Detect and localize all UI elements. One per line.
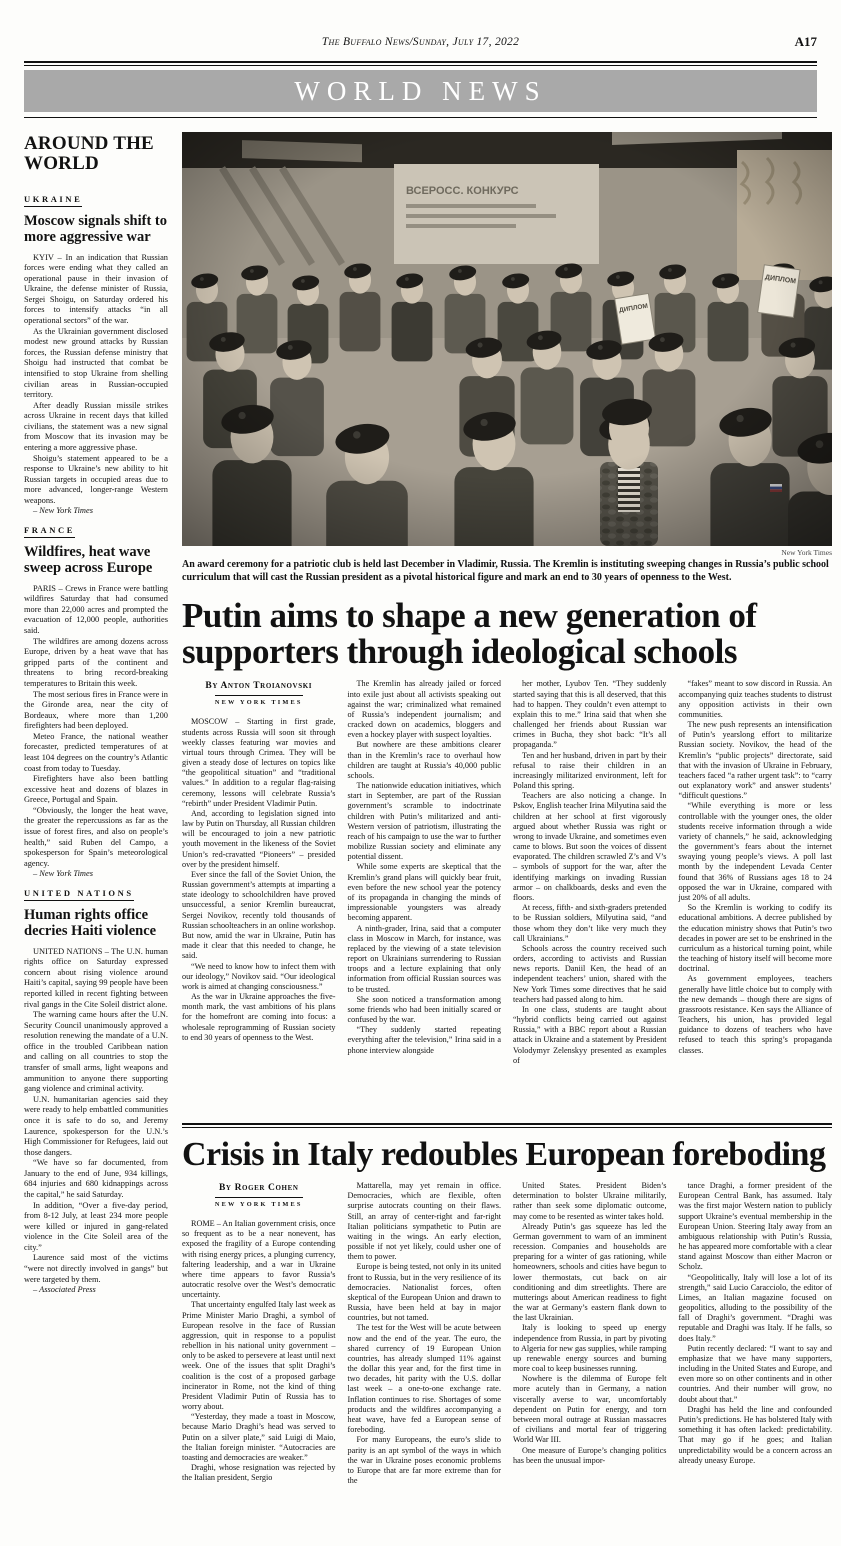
paragraph: Shoigu’s statement appeared to be a response to Ukraine’s new ability to hit Russian targets in occupied areas due to more advanced, longer-range Western weapons. (24, 453, 168, 505)
paragraph: The most serious fires in France were in the Gironde area, near the city of Bordeaux, where more than 1,200 firefighters had been deployed. (24, 689, 168, 731)
brief-credit: – New York Times (33, 506, 93, 516)
article1-body (182, 679, 832, 1115)
byline-source: NEW YORK TIMES (215, 1197, 303, 1208)
article1-col1-text (182, 717, 336, 1043)
brief-credit: – Associated Press (33, 1285, 96, 1295)
brief-kicker: UKRAINE (24, 194, 82, 207)
brief-headline: Moscow signals shift to more aggressive war (24, 213, 167, 245)
paragraph: The new push represents an intensification of Putin’s yearslong effort to militarize Russian society. Novikov, the head of the Kremlin’s “public projects” directorate, said that with the invasion of Ukraine in February, teachers faced “a rather urgent task”: to “carry out explanatory work” and answer students’ “difficult questions.” (678, 720, 832, 801)
article2-col1-text (182, 1219, 336, 1483)
paragraph: Europe is being tested, not only in its united front to Russia, but in the very resilience of its democracies. Nationalist forces, often skeptical of the European Union and drawn to Russia, have been held at bay in major countries, but not tamed. (347, 1262, 501, 1323)
paragraph: United States. President Biden’s determination to bolster Ukraine militarily, rather than seek some diplomatic outcome, may come to be resented as winter takes hold. (513, 1181, 667, 1221)
article1-byline (182, 681, 336, 709)
around-the-world-rail (24, 132, 168, 1504)
byline-name: By Roger Cohen (219, 1183, 299, 1194)
paragraph: tance Draghi, a former president of the European Central Bank, has assumed. Italy was the first major Western nation to publicly support Ukraine’s eventual membership in the European Union. Steering Italy away from an ambiguous relationship with Putin’s Russia, he has appeared more comfortable with a clear stand against Moscow than either Macron or Scholz. (678, 1181, 832, 1272)
paragraph: Ever since the fall of the Soviet Union, the Russian government’s attempts at imparting a state ideology to schoolchildren have proved unsuccessful, a senior Kremlin bureaucrat, Sergei Novikov, recently told thousands of Russian schoolteachers in an online workshop. But now, amid the war in Ukraine, Putin has made it clear that this needed to change, he said. (182, 869, 336, 961)
paragraph: So the Kremlin is working to codify its educational ambitions. A decree published by the education ministry shows that Putin’s two decades in power are set to be enshrined in the curriculum as a historical turning point, while the teaching of history itself will become more doctrinal. (678, 903, 832, 974)
paragraph: In addition, “Over a five-day period, from 8-12 July, at least 234 more people were killed or injured in gang-related violence in the Cite Soleil area of the city.” (24, 1200, 168, 1252)
rail-title: AROUND THE WORLD (24, 133, 154, 175)
paragraph: U.N. humanitarian agencies said they were ready to help embattled communities once it is safe to do so, and Jeremy Laurence, spokesperson for the U.N.’s High Commissioner for Refugees, laid out those dangers. (24, 1094, 168, 1157)
page-header (0, 0, 841, 58)
paragraph: “They suddenly started repeating everything after the television,” Irina said in a phone interview alongside (347, 1025, 501, 1055)
paragraph: She soon noticed a transformation among some friends who had been initially scared or confused by the war. (347, 994, 501, 1025)
article1-col2 (348, 679, 502, 1115)
paragraph: That uncertainty engulfed Italy last week as Prime Minister Mario Draghi, a symbol of European resolve in the face of Russian aggression, quit in response to a populist rebellion in his national unity government – only to be asked to persevere at least until next week. One of the issues that split Draghi’s coalition is the cost of a proposed garbage incinerator in Rome, not the kind of thing President Vladimir Putin of Russia has to worry about. (182, 1300, 336, 1412)
paragraph: In one class, students are taught about “hybrid conflicts being carried out against Russia,” with a BBC report about a Russian attack in Ukraine and a statement by President Volodymyr Zelenskyy presented as examples of (513, 1004, 667, 1065)
paragraph: Already Putin’s gas squeeze has led the German government to warn of an imminent recession. Companies and households are preparing for a winter of gas rationing, while homeowners, schools and cities have begun to lower thermostats, cut back on air conditioning and dim streetlights. There are mutterings about American readiness to fight the war at Germany’s eastern flank down to the last Ukrainian. (513, 1221, 667, 1323)
paragraph: Mattarella, may yet remain in office. Democracies, which are flexible, often surprise autocrats counting on their flaws. Still, an array of center-right and far-right Italian politicians sympathetic to Putin are waiting in the wings. An early election, possible if not yet likely, could usher one of them to power. (347, 1181, 501, 1262)
brief-body (24, 253, 168, 507)
award-ceremony-photo (182, 132, 832, 546)
paragraph: Schools across the country received such orders, according to activists and Russian news reports. Daniil Ken, the head of an independent teachers’ union, shared with the New York Times some directives that he said teachers had passed along to him. (513, 943, 667, 1004)
paragraph: “We have so far documented, from January to the end of June, 934 killings, 684 injuries and 680 kidnappings across the capital,” he said Saturday. (24, 1158, 168, 1199)
section-banner-label: WORLD NEWS (294, 75, 547, 106)
paragraph: Nowhere is the dilemma of Europe felt more acutely than in Germany, a nation viscerally averse to war, uncomfortably dependent on Putin for energy, and torn between moral outrage at Russian massacres of civilians and mortal fear of triggering World War III. (513, 1374, 667, 1445)
brief-ukraine (24, 184, 168, 515)
paragraph: As the Ukrainian government disclosed modest new ground attacks by Russian forces, the Russian defense ministry that Shoigu had instructed that combat be intensified to stop Ukraine from shelling civilian areas in Russian-occupied territory. (24, 326, 168, 400)
byline-source: NEW YORK TIMES (215, 695, 303, 706)
paragraph: “fakes” meant to sow discord in Russia. An accompanying quiz teaches students to distrust any opposition activists in their own communities. (678, 679, 832, 719)
paragraph: MOSCOW – Starting in first grade, students across Russia will soon sit through weekly classes featuring war movies and virtual tours through Crimea. They will be given a steady dose of lectures on topics like “the geopolitical situation” and “traditional values.” In addition to a regular flag-raising ceremony, lessons will celebrate Russia’s “rebirth” under President Vladimir Putin. (182, 717, 336, 808)
paragraph: Firefighters have also been battling excessive heat and dozens of blazes in Greece, Portugal and Spain. (24, 774, 168, 805)
article1-col3 (513, 679, 667, 1115)
paragraph: While some experts are skeptical that the Kremlin’s grand plans will quickly bear fruit, even before the new school year the potency of its propaganda in changing the minds of impressionable youngsters was already becoming apparent. (347, 862, 501, 923)
paragraph: her mother, Lyubov Ten. “They suddenly started saying that this is all deserved, that this had to happen. They couldn’t even attempt to explain this to me.” Irina said that when she challenged her friends about Russian war crimes in Bucha, they shot back: “It’s all propaganda.” (513, 679, 667, 750)
paragraph: Draghi has held the line and confounded Putin’s predictions. He has bolstered Italy with something it has often lacked: predictability. That may go if he goes; and Italian unpredictability would be a concern across an already uneasy Europe. (678, 1404, 832, 1465)
paragraph: ROME – An Italian government crisis, once so frequent as to be a near nonevent, has exposed the fragility of a Europe contending with rising energy prices, a plunging currency, faltering leadership, and a war in Ukraine where time appears to favor Russia’s autocratic resolve over the West’s democratic uncertainty. (182, 1219, 336, 1300)
paragraph: KYIV – In an indication that Russian forces were ending what they called an operational pause in their invasion of Ukraine, the defense minister of Russia, Sergei Shoigu, on Saturday ordered his forces to intensify attacks “in all operational sectors” of the war. (24, 252, 168, 326)
paragraph: The Kremlin has already jailed or forced into exile just about all activists speaking out against the war; criminalized what remained of Russia’s independent journalism; and cracked down on academics, bloggers and even a hockey player with suspect loyalties. (347, 679, 501, 740)
paragraph: As government employees, teachers generally have little choice but to comply with the new demands – though there are signs of grassroots resistance. Ken says the Alliance of Teachers, his union, has provided legal guidance to dozens of teachers who have refused to teach this spring’s propaganda classes. (678, 974, 832, 1055)
paragraph: Meteo France, the national weather forecaster, predicted temperatures of at least 104 degrees on the country’s Atlantic coast from today to Tuesday. (24, 731, 168, 773)
paragraph: UNITED NATIONS – The U.N. human rights office on Saturday expressed concern about rising violence around Haiti’s capital, saying 99 people have been reported killed in recent fighting between rival gangs in the Cite Soleil district alone. (24, 946, 168, 1009)
main-well (182, 132, 832, 1521)
section-banner (24, 70, 817, 112)
brief-body (24, 947, 168, 1286)
brief-credit: – New York Times (33, 869, 93, 879)
header-rule (24, 61, 817, 66)
article-separator-rule (182, 1123, 832, 1128)
paragraph: And, according to legislation signed into law by Putin on Thursday, all Russian children will be encouraged to join a new patriotic youth movement in the likeness of the Soviet Union’s red-cravatted “Pioneers” – presided over by the president himself. (182, 808, 336, 869)
paragraph: “Yesterday, they made a toast in Moscow, because Mario Draghi’s head was served to Putin on a silver plate,” said Luigi di Maio, the Italian foreign minister. “Autocracies are toasting and democracies are weaker.” (182, 1412, 336, 1462)
paragraph: Teachers are also noticing a change. In Pskov, English teacher Irina Milyutina said the children at her school at first vigorously argued about whether Russia was right or wrong to invade Ukraine, and sometimes even came to blows. But soon the voices of dissent evaporated. The children scrawled Z’s and V’s – symbols of support for the war, after the identifying markings on invading Russian armor – on chalkboards, desks and even the floors. (513, 791, 667, 902)
paragraph: After deadly Russian missile strikes across Ukraine in recent days that killed civilians, the statement was a new signal from Moscow that its invasion may be entering a more aggressive phase. (24, 400, 168, 452)
article2-byline (182, 1183, 336, 1211)
article2-col1 (182, 1181, 336, 1521)
article2-headline: Crisis in Italy redoubles European foreboding (182, 1136, 826, 1174)
brief-united-nations (24, 878, 168, 1294)
paragraph: For many Europeans, the euro’s slide to parity is an apt symbol of the ways in which the war in Ukraine poses economic problems to Europe that are far more extreme than for the (347, 1435, 501, 1486)
paragraph: Putin recently declared: “I want to say and emphasize that we have many supporters, including in the United States and Europe, and even more so on other continents and in other countries. And their number will grow, no doubt about that.” (678, 1343, 832, 1404)
paragraph: PARIS – Crews in France were battling wildfires Saturday that had consumed more than 22,000 acres and prompted the evacuation of 12,000 people, authorities said. (24, 583, 168, 636)
photo-caption: An award ceremony for a patriotic club is held last December in Vladimir, Russia. The Kremlin is instituting sweeping changes in Russia’s public school curriculum that will cast the Russian president as a pivotal historical figure and mark an end to 30 years of openness to the West. (182, 559, 829, 583)
article2-col4 (679, 1181, 833, 1521)
paragraph: As the war in Ukraine approaches the five-month mark, the vast ambitions of his plans for the homefront are coming into focus: a wholesale reprogramming of Russian society to end 30 years of openness to the West. (182, 992, 336, 1042)
paragraph: The wildfires are among dozens across Europe, driven by a heat wave that has gripped parts of the continent and threatens to bring record-breaking temperatures to Britain this week. (24, 636, 168, 688)
paragraph: “We need to know how to infect them with our ideology,” Novikov said. “Our ideological work is aimed at changing consciousness.” (182, 961, 336, 991)
article2-col3 (513, 1181, 667, 1521)
page-content (0, 118, 841, 1521)
page-number: A17 (794, 34, 817, 49)
brief-headline: Wildfires, heat wave sweep across Europe (24, 544, 153, 577)
article2-col2 (348, 1181, 502, 1521)
photo-credit: New York Times (781, 548, 832, 557)
article1-col4 (679, 679, 833, 1115)
paragraph: But nowhere are these ambitions clearer than in the Kremlin’s race to overhaul how children are taught at Russia’s 40,000 public schools. (347, 740, 501, 780)
paragraph: “Obviously, the longer the heat wave, the greater the repercussions as far as the issue of forest fires, and also on people’s health,” said Ruben del Campo, a spokesperson for Spain’s meteorological agency. (24, 805, 168, 868)
paragraph: One measure of Europe’s changing politics has been the unusual impor- (513, 1445, 667, 1465)
article1-headline: Putin aims to shape a new generation of supporters through ideological schools (182, 596, 757, 671)
article1-col1 (182, 679, 336, 1115)
masthead: The Buffalo News/Sunday, July 17, 2022 (321, 36, 520, 48)
paragraph: Laurence said most of the victims “were not directly involved in gangs” but were targeted by them. (24, 1253, 168, 1284)
paragraph: Draghi, whose resignation was rejected by the Italian president, Sergio (182, 1463, 336, 1483)
brief-france (24, 515, 168, 878)
brief-kicker: UNITED NATIONS (24, 888, 134, 901)
paragraph: The warning came hours after the U.N. Security Council unanimously approved a resolution renewing the mandate of a U.N. office in the troubled Caribbean nation and calling on all countries to stop the transfer of small arms, light weapons and ammunition to anyone there supporting gang violence and criminal activity. (24, 1010, 168, 1094)
brief-kicker: FRANCE (24, 525, 75, 538)
paragraph: The test for the West will be acute between now and the end of the year. The euro, the shared currency of 19 European Union countries, has already slumped 11% against the dollar this year and, for the first time in two decades, hit parity with the U.S. dollar last week – a one-to-one exchange rate. Inflation continues to rise. Shortages of some products and the wildfires accompanying a heat wave, have fed a European sense of foreboding. (347, 1323, 501, 1435)
paragraph: The nationwide education initiatives, which start in September, are part of the Russian government’s scramble to indoctrinate children with Putin’s militarized and anti-Western version of patriotism, illustrating the reach of his campaign to use the war to further mobilize Russian society and eliminate any potential dissent. (347, 781, 501, 862)
paragraph: Ten and her husband, driven in part by their refusal to raise their children in an increasingly militarized environment, left for Poland this spring. (513, 750, 667, 791)
paragraph: At recess, fifth- and sixth-graders pretended to be Russian soldiers, Milyutina said, “and those whom they don’t like very much they call Ukrainians.” (513, 903, 667, 943)
brief-body (24, 584, 168, 870)
paragraph: “While everything is more or less controllable with the younger ones, the older students receive information through a wide variety of channels,” he said, acknowledging the government’s fears about the internet swaying young people’s views. A poll last month by the independent Levada Center found that 36% of Russians ages 18 to 24 opposed the war in Ukraine, compared with just 20% of all adults. (678, 801, 832, 902)
article2-body (182, 1181, 832, 1521)
brief-headline: Human rights office decries Haiti violence (24, 907, 157, 940)
byline-name: By Anton Troianovski (205, 681, 313, 692)
paragraph: “Geopolitically, Italy will lose a lot of its strength,” said Lucio Caracciolo, the editor of Limes, an Italian magazine focused on geopolitics, alluding to the possibility of the fall of Draghi’s government. “Draghi was reputable and Draghi was Italy. If he falls, so does Italy.” (678, 1272, 832, 1343)
paragraph: A ninth-grader, Irina, said that a computer class in Moscow in March, for instance, was replaced by the viewing of a state television report on Ukrainians surrendering to Russian troops and a lecture explaining that only information from official Russian sources was to be trusted. (347, 923, 501, 994)
photo-illustration (182, 132, 832, 546)
paragraph: Italy is looking to speed up energy independence from Russia, in part by pivoting to Algeria for new gas supplies, while ramping up renewable energy sources and burning more coal to keep businesses running. (513, 1323, 667, 1374)
